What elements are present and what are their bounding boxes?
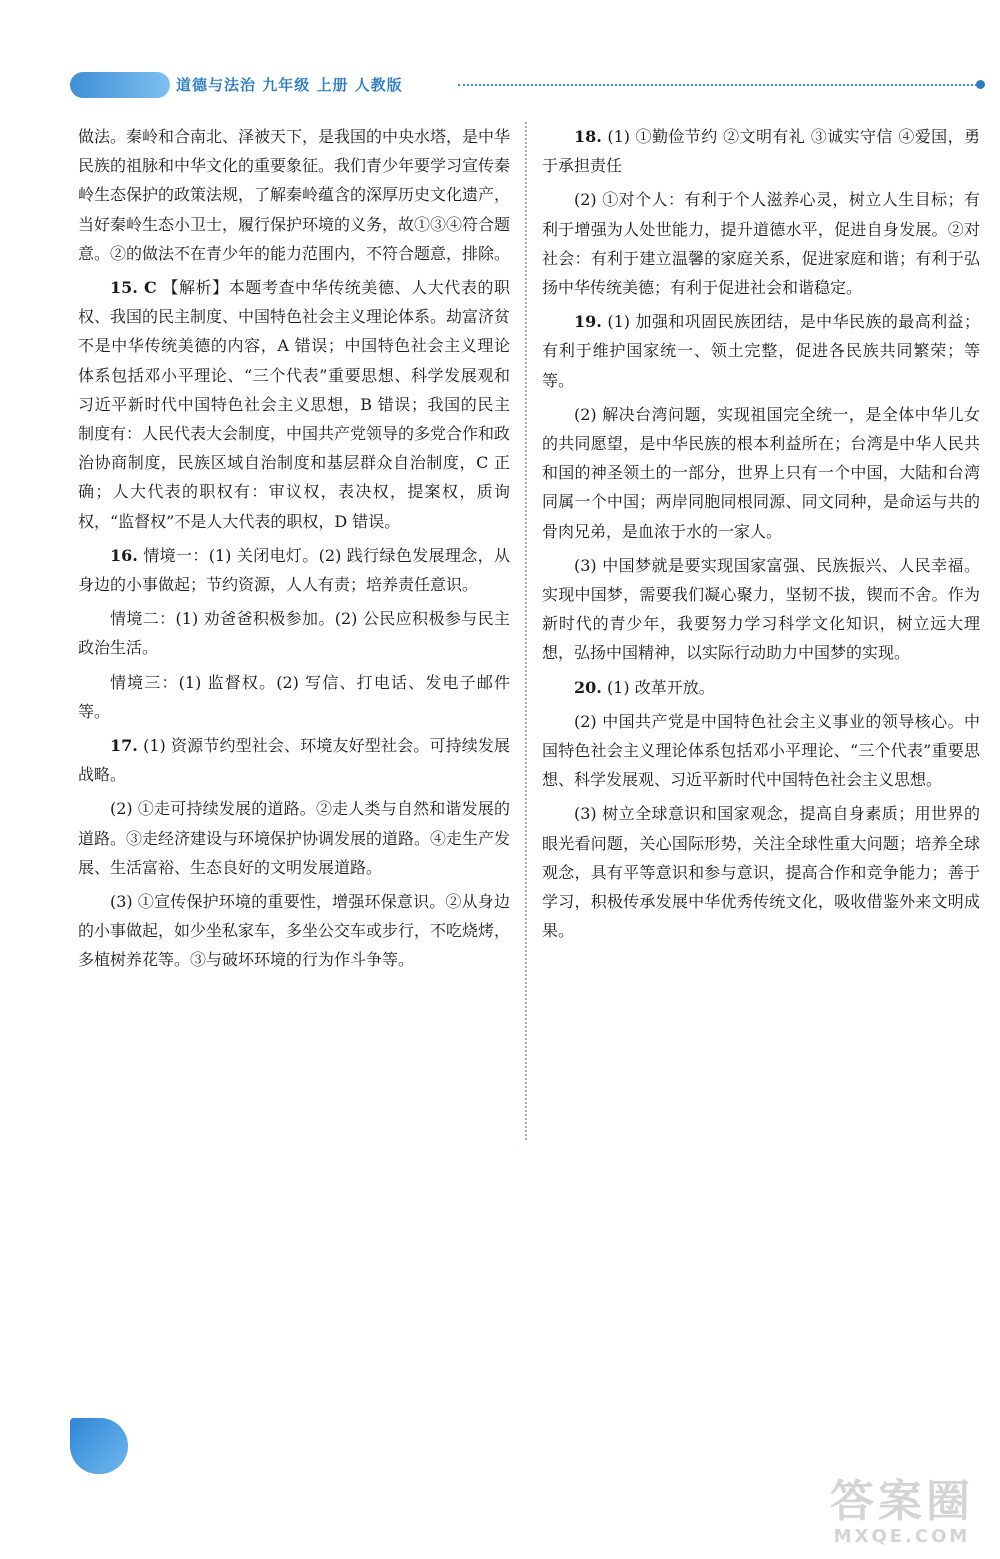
watermark-text-cn: 答案圈	[830, 1476, 974, 1527]
question-number: 17.	[110, 736, 138, 756]
answer-paragraph	[542, 307, 980, 395]
answer-text: (1) 改革开放。	[606, 677, 715, 697]
question-number: 19.	[574, 312, 602, 332]
right-column	[542, 122, 980, 950]
left-column	[78, 122, 510, 980]
answer-text: 情境三：(1) 监督权。(2) 写信、打电话、发电子邮件等。	[78, 672, 510, 721]
column-divider	[525, 122, 527, 1140]
header-dot	[976, 80, 985, 89]
page-corner-tab	[70, 1418, 128, 1474]
answer-paragraph	[78, 541, 510, 599]
answer-text: (3) ①宣传保护环境的重要性，增强环保意识。②从身边的小事做起，如少坐私家车，多坐公交车或步行，不吃烧烤，多植树养花等。③与破坏环境的行为作斗争等。	[78, 892, 511, 970]
answer-text: 情境一：(1) 关闭电灯。(2) 践行绿色发展理念，从身边的小事做起；节约资源，人人有责；培养责任意识。	[78, 545, 510, 595]
watermark-text-en: MXQE.COM	[833, 1526, 971, 1547]
answer-paragraph	[542, 185, 980, 302]
answer-paragraph	[78, 668, 510, 726]
question-number: 16.	[110, 545, 138, 565]
answer-text: (3) 中国梦就是要实现国家富强、民族振兴、人民幸福。实现中国梦，需要我们凝心聚力，坚韧不拔，锲而不舍。作为新时代的青少年，我要努力学习科学文化知识，树立远大理想，弘扬中国精神，以实际行动助力中国梦的实现。	[542, 555, 980, 663]
answer-text: (2) ①走可持续发展的道路。②走人类与自然和谐发展的道路。③走经济建设与环境保护协调发展的道路。④走生产发展、生活富裕、生态良好的文明发展道路。	[78, 799, 511, 877]
answer-text: 做法。秦岭和合南北、泽被天下，是我国的中央水塔，是中华民族的祖脉和中华文化的重要象征。我们青少年要学习宣传秦岭生态保护的政策法规，了解秦岭蕴含的深厚历史文化遗产，当好秦岭生态小卫士，履行保护环境的义务，故①③④符合题意。②的做法不在青少年的能力范围内，不符合题意，排除。	[78, 127, 511, 263]
answer-paragraph	[542, 799, 980, 945]
answer-text: (3) 树立全球意识和国家观念，提高自身素质；用世界的眼光看问题，关心国际形势，关注全球性重大问题；培养全球观念，具有平等意识和参与意识，提高合作和竞争能力；善于学习，积极传承发展中华优秀传统文化，吸收借鉴外来文明成果。	[542, 804, 980, 941]
answer-text: 情境二：(1) 劝爸爸积极参加。(2) 公民应积极参与民主政治生活。	[78, 609, 510, 658]
answer-paragraph	[542, 551, 980, 668]
answer-text: (1) ①勤俭节约 ②文明有礼 ③诚实守信 ④爱国，勇于承担责任	[542, 127, 980, 176]
question-number: 18.	[574, 127, 602, 146]
answer-paragraph	[542, 122, 980, 180]
page-header	[70, 70, 985, 100]
answer-text: (1) 加强和巩固民族团结，是中华民族的最高利益；有利于维护国家统一、领土完整，促进各民族共同繁荣；等等。	[542, 312, 980, 390]
question-number: 20.	[574, 677, 602, 697]
header-dotted-line	[458, 84, 977, 86]
answer-paragraph	[78, 273, 510, 536]
answer-paragraph	[78, 731, 510, 789]
book-title: 道德与法治 九年级 上册 人教版	[176, 76, 403, 94]
answer-paragraph	[542, 707, 980, 795]
answer-text: (1) 资源节约型社会、环境友好型社会。可持续发展战略。	[78, 736, 510, 785]
answer-paragraph	[78, 122, 510, 268]
question-number: 15. C	[110, 278, 157, 298]
answer-paragraph	[78, 604, 510, 662]
header-tab-decoration	[70, 72, 170, 98]
answer-paragraph	[78, 887, 510, 975]
answer-text: (2) ①对个人：有利于个人滋养心灵，树立人生目标；有利于增强为人处世能力，提升道德水平，促进自身发展。②对社会：有利于建立温馨的家庭关系，促进家庭和谐；有利于弘扬中华传统美德；有利于促进社会和谐稳定。	[542, 190, 980, 298]
answer-text: (2) 中国共产党是中国特色社会主义事业的领导核心。中国特色社会主义理论体系包括邓小平理论、“三个代表”重要思想、科学发展观、习近平新时代中国特色社会主义思想。	[542, 711, 980, 790]
watermark-logo	[812, 1478, 992, 1552]
answer-text: 【解析】本题考查中华传统美德、人大代表的职权、我国的民主制度、中国特色社会主义理论体系。劫富济贫不是中华传统美德的内容，A 错误；中国特色社会主义理论体系包括邓小平理论、“三个代表”重要思想、科学发展观和习近平新时代中国特色社会主义思想，B 错误；我国的民主制度有：人民代表大会制度，中国共产党领导的多党合作和政治协商制度，民族区域自治制度和基层群众自治制度，C 正确；人大代表的职权有：审议权，表决权，提案权，质询权，“监督权”不是人大代表的职权，D 错误。	[78, 278, 511, 531]
answer-paragraph	[542, 673, 980, 702]
answer-text: (2) 解决台湾问题，实现祖国完全统一，是全体中华儿女的共同愿望，是中华民族的根本利益所在；台湾是中华人民共和国的神圣领土的一部分，世界上只有一个中国，大陆和台湾同属一个中国；两岸同胞同根同源、同文同种，是命运与共的骨肉兄弟，是血浓于水的一家人。	[542, 404, 980, 541]
answer-paragraph	[78, 794, 510, 882]
answer-paragraph	[542, 400, 980, 546]
